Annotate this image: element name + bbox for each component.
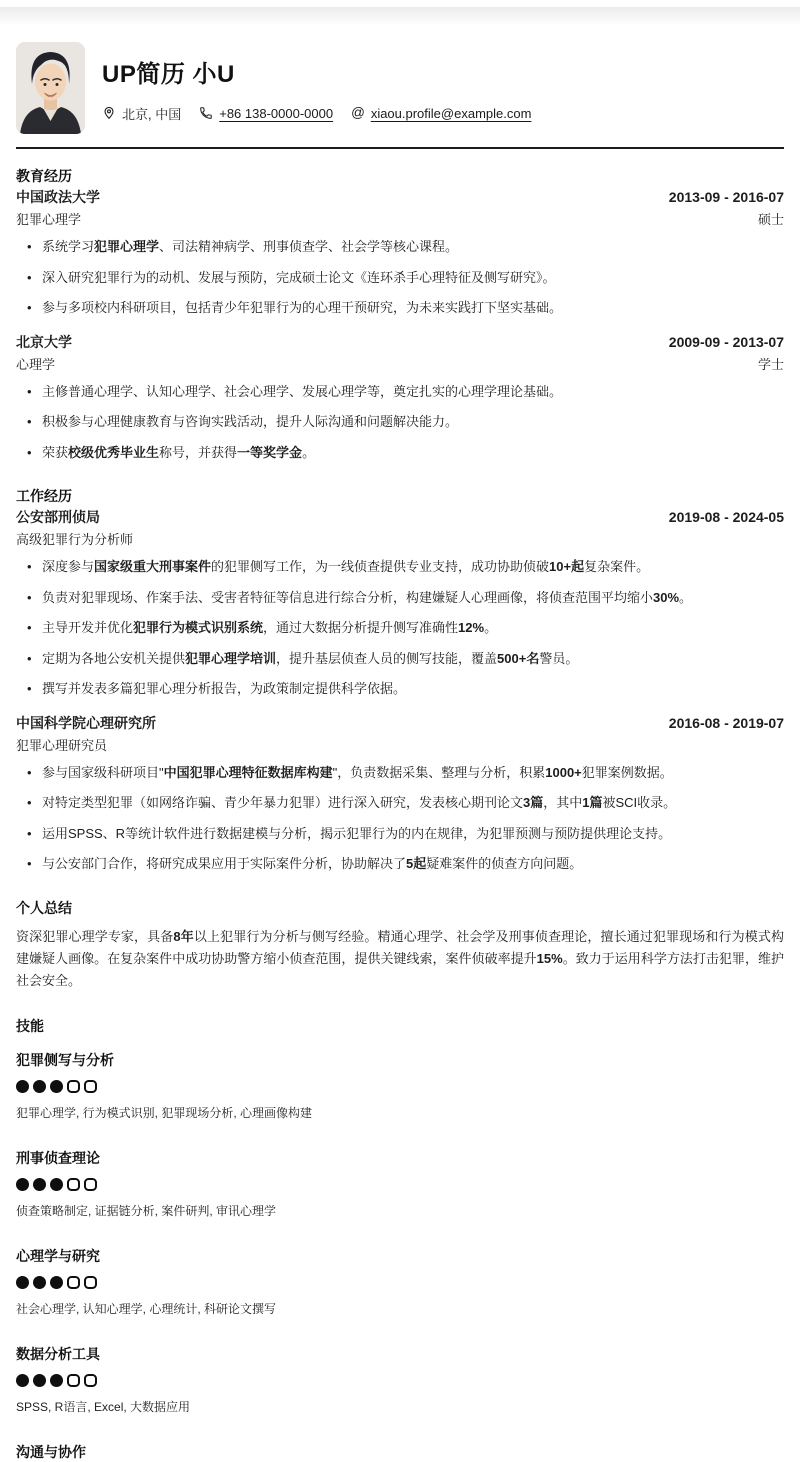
education-bullet-list: [16, 237, 784, 318]
section-education: [16, 166, 784, 462]
text-segment: 复杂案件。: [584, 559, 650, 574]
text-segment-bold: 1篇: [582, 795, 603, 810]
skill-dot-filled: [33, 1276, 46, 1289]
email-item: [351, 106, 531, 121]
skill-dot-filled: [16, 1080, 29, 1093]
text-segment-bold: 3篇: [523, 795, 544, 810]
text-segment-bold: 犯罪行为模式识别系统: [133, 620, 264, 635]
text-segment: 疑难案件的侦查方向问题。: [426, 856, 583, 871]
header-info: [102, 54, 531, 123]
date-range: 2016-08 - 2019-07: [668, 714, 784, 731]
text-segment: 深入研究犯罪行为的动机、发展与预防，完成硕士论文《连环杀手心理特征及侧写研究》。: [42, 269, 556, 285]
bullet-item: [16, 412, 784, 432]
phone-item: [199, 106, 333, 121]
work-bullet-list: [16, 763, 784, 874]
bullet-item: [16, 237, 784, 257]
location-item: [102, 104, 181, 123]
text-segment: 、司法精神病学、刑事侦查学、社会学等核心课程。: [159, 239, 459, 254]
skill-item: [16, 1344, 784, 1415]
skill-dot-filled: [50, 1374, 63, 1387]
company-name: 中国科学院心理研究所: [16, 714, 156, 731]
education-entry: [16, 187, 784, 318]
skill-name: 犯罪侧写与分析: [16, 1051, 114, 1068]
summary-paragraph: [16, 926, 784, 992]
text-segment-bold: 1000+: [545, 764, 582, 780]
date-range: 2013-09 - 2016-07: [668, 189, 784, 205]
section-work: [16, 486, 784, 874]
header-divider: [16, 147, 784, 149]
text-segment: 资深犯罪心理学专家，具备: [16, 928, 174, 944]
skill-keywords: 犯罪心理学, 行为模式识别, 犯罪现场分析, 心理画像构建: [16, 1105, 313, 1120]
skill-keywords: SPSS, R语言, Excel, 大数据应用: [16, 1399, 191, 1414]
text-segment-bold: 校级优秀毕业生: [68, 444, 160, 460]
text-segment: 。: [679, 589, 693, 605]
section-skills: [16, 1016, 784, 1462]
text-segment-bold: 15%: [536, 950, 563, 966]
degree: 硕士: [757, 212, 784, 227]
skill-dot-empty: [67, 1178, 80, 1191]
text-segment: 。: [484, 620, 498, 635]
at-icon: @: [351, 105, 365, 121]
text-segment: ，通过大数据分析提升侧写准确性: [263, 620, 459, 635]
skill-item: [16, 1050, 784, 1121]
text-segment-bold: 12%: [458, 620, 485, 635]
text-segment: 系统学习: [42, 239, 95, 254]
text-segment: 主修普通心理学、认知心理学、社会心理学、发展心理学等，奠定扎实的心理学理论基础。: [42, 383, 563, 399]
skill-dot-filled: [50, 1178, 63, 1191]
text-segment-bold: 犯罪心理学: [94, 239, 160, 254]
bullet-item: [16, 824, 784, 844]
work-heading: 工作经历: [16, 488, 72, 504]
bullet-item: [16, 763, 784, 783]
skill-keywords: 社会心理学, 认知心理学, 心理统计, 科研论文撰写: [16, 1301, 277, 1316]
avatar: [16, 42, 85, 134]
section-summary: [16, 898, 784, 992]
contact-row: [102, 104, 531, 123]
skill-dot-filled: [16, 1178, 29, 1191]
skill-dot-filled: [16, 1374, 29, 1387]
text-segment: 被SCI收录。: [602, 795, 677, 810]
phone-link[interactable]: +86 138-0000-0000: [219, 105, 334, 121]
text-segment: 荣获: [42, 444, 69, 460]
skill-rating: [16, 1080, 784, 1094]
skill-name: 心理学与研究: [16, 1247, 100, 1264]
bullet-item: [16, 382, 784, 402]
skills-heading: 技能: [16, 1017, 44, 1034]
skill-name: 刑事侦查理论: [16, 1149, 100, 1166]
work-entry: [16, 713, 784, 874]
skill-rating: [16, 1178, 784, 1192]
skill-dot-filled: [33, 1080, 46, 1093]
skill-dot-filled: [33, 1178, 46, 1191]
work-entry: [16, 507, 784, 699]
skill-item-partially-visible: [16, 1442, 784, 1462]
name-title: UP简历 小U: [102, 60, 235, 88]
bullet-item: [16, 679, 784, 699]
date-range: 2009-09 - 2013-07: [668, 333, 784, 350]
education-heading: 教育经历: [16, 168, 72, 184]
text-segment: 积极参与心理健康教育与咨询实践活动，提升人际沟通和问题解决能力。: [42, 414, 459, 429]
bullet-item: [16, 649, 784, 669]
skill-dot-empty: [67, 1080, 80, 1093]
skill-dot-filled: [33, 1374, 46, 1387]
degree: 学士: [757, 356, 784, 372]
text-segment: ，提升基层侦查人员的侧写技能，覆盖: [276, 650, 498, 666]
text-segment: 对特定类型犯罪（如网络诈骗、青少年暴力犯罪）进行深入研究，发表核心期刊论文: [42, 795, 524, 810]
major: 犯罪心理学: [16, 212, 82, 227]
school-name: 北京大学: [16, 333, 72, 350]
bullet-item: [16, 854, 784, 874]
avatar-portrait-illustration: [16, 42, 85, 134]
bullet-item: [16, 268, 784, 288]
bullet-item: [16, 443, 784, 463]
skill-dot-filled: [50, 1276, 63, 1289]
education-bullet-list: [16, 382, 784, 463]
text-segment: 的犯罪侧写工作，为一线侦查提供专业支持，成功协助侦破: [211, 559, 550, 574]
skill-dot-empty: [84, 1080, 97, 1093]
text-segment-bold: 8年: [173, 928, 194, 944]
skill-dot-filled: [16, 1276, 29, 1289]
school-name: 中国政法大学: [16, 189, 100, 205]
text-segment: 定期为各地公安机关提供: [42, 650, 186, 666]
text-segment: 深度参与: [42, 559, 95, 574]
bullet-item: [16, 557, 784, 577]
skill-dot-empty: [84, 1178, 97, 1191]
text-segment: 以上犯罪行为分析与侧写经验。精通心理学、社会学及刑事侦查理论，擅长通过犯罪现场和行为模式构建嫌疑人画像。在复杂案件中成功协助警方缩小侦查范围，提供关键线索，案件侦破率提升: [16, 928, 784, 966]
skill-dot-filled: [50, 1080, 63, 1093]
work-bullet-list: [16, 557, 784, 699]
text-segment: 。致力于运用科学方法打击犯罪，维护社会安全。: [16, 950, 784, 988]
text-segment: 。: [302, 444, 316, 460]
text-segment-bold: 5起: [406, 856, 427, 871]
skill-dot-empty: [67, 1374, 80, 1387]
summary-heading: 个人总结: [16, 899, 72, 916]
job-title: 犯罪心理研究员: [16, 737, 108, 753]
skill-name: 沟通与协作: [16, 1443, 86, 1460]
text-segment: 主导开发并优化: [42, 620, 134, 635]
skill-item: [16, 1148, 784, 1219]
date-range: 2019-08 - 2024-05: [668, 509, 784, 525]
email-link[interactable]: xiaou.profile@example.com: [370, 105, 532, 121]
skill-dot-empty: [67, 1276, 80, 1289]
text-segment: 警员。: [539, 650, 579, 666]
resume-header: [16, 0, 784, 134]
text-segment-bold: 500+名: [497, 650, 540, 666]
text-segment: 犯罪案例数据。: [581, 764, 673, 780]
text-segment: 与公安部门合作，将研究成果应用于实际案件分析，协助解决了: [42, 856, 407, 871]
text-segment-bold: 中国犯罪心理特征数据库构建: [163, 764, 333, 780]
text-segment-bold: 10+起: [549, 559, 585, 574]
skill-dot-empty: [84, 1374, 97, 1387]
education-entry: [16, 332, 784, 463]
text-segment-bold: 犯罪心理学培训: [185, 650, 277, 666]
text-segment-bold: 国家级重大刑事案件: [94, 559, 212, 574]
company-name: 公安部刑侦局: [16, 509, 100, 525]
skill-item: [16, 1246, 784, 1317]
text-segment: 撰写并发表多篇犯罪心理分析报告，为政策制定提供科学依据。: [42, 681, 407, 696]
text-segment: ，其中: [543, 795, 583, 810]
text-segment: 称号，并获得: [159, 444, 238, 460]
text-segment: 运用SPSS、R等统计软件进行数据建模与分析，揭示犯罪行为的内在规律，为犯罪预测与预防提供理论支持。: [42, 825, 672, 841]
phone-icon: [199, 106, 213, 120]
skill-name: 数据分析工具: [16, 1345, 100, 1362]
bullet-item: [16, 588, 784, 608]
job-title: 高级犯罪行为分析师: [16, 532, 134, 547]
text-segment: 负责对犯罪现场、作案手法、受害者特征等信息进行综合分析，构建嫌疑人心理画像，将侦查范围平均缩小: [42, 589, 654, 605]
text-segment: 参与国家级科研项目": [42, 764, 164, 780]
skill-rating: [16, 1276, 784, 1290]
text-segment: 参与多项校内科研项目，包括青少年犯罪行为的心理干预研究，为未来实践打下坚实基础。: [42, 300, 563, 315]
text-segment-bold: 一等奖学金: [237, 444, 303, 460]
location-text: 北京, 中国: [122, 106, 182, 122]
skill-dot-empty: [84, 1276, 97, 1289]
bullet-item: [16, 298, 784, 318]
major: 心理学: [16, 356, 56, 372]
skill-keywords: 侦查策略制定, 证据链分析, 案件研判, 审讯心理学: [16, 1203, 277, 1218]
text-segment: "，负责数据采集、整理与分析，积累: [332, 764, 546, 780]
bullet-item: [16, 793, 784, 813]
bullet-item: [16, 618, 784, 638]
location-pin-icon: [102, 106, 116, 120]
skill-rating: [16, 1374, 784, 1388]
text-segment-bold: 30%: [653, 589, 680, 605]
